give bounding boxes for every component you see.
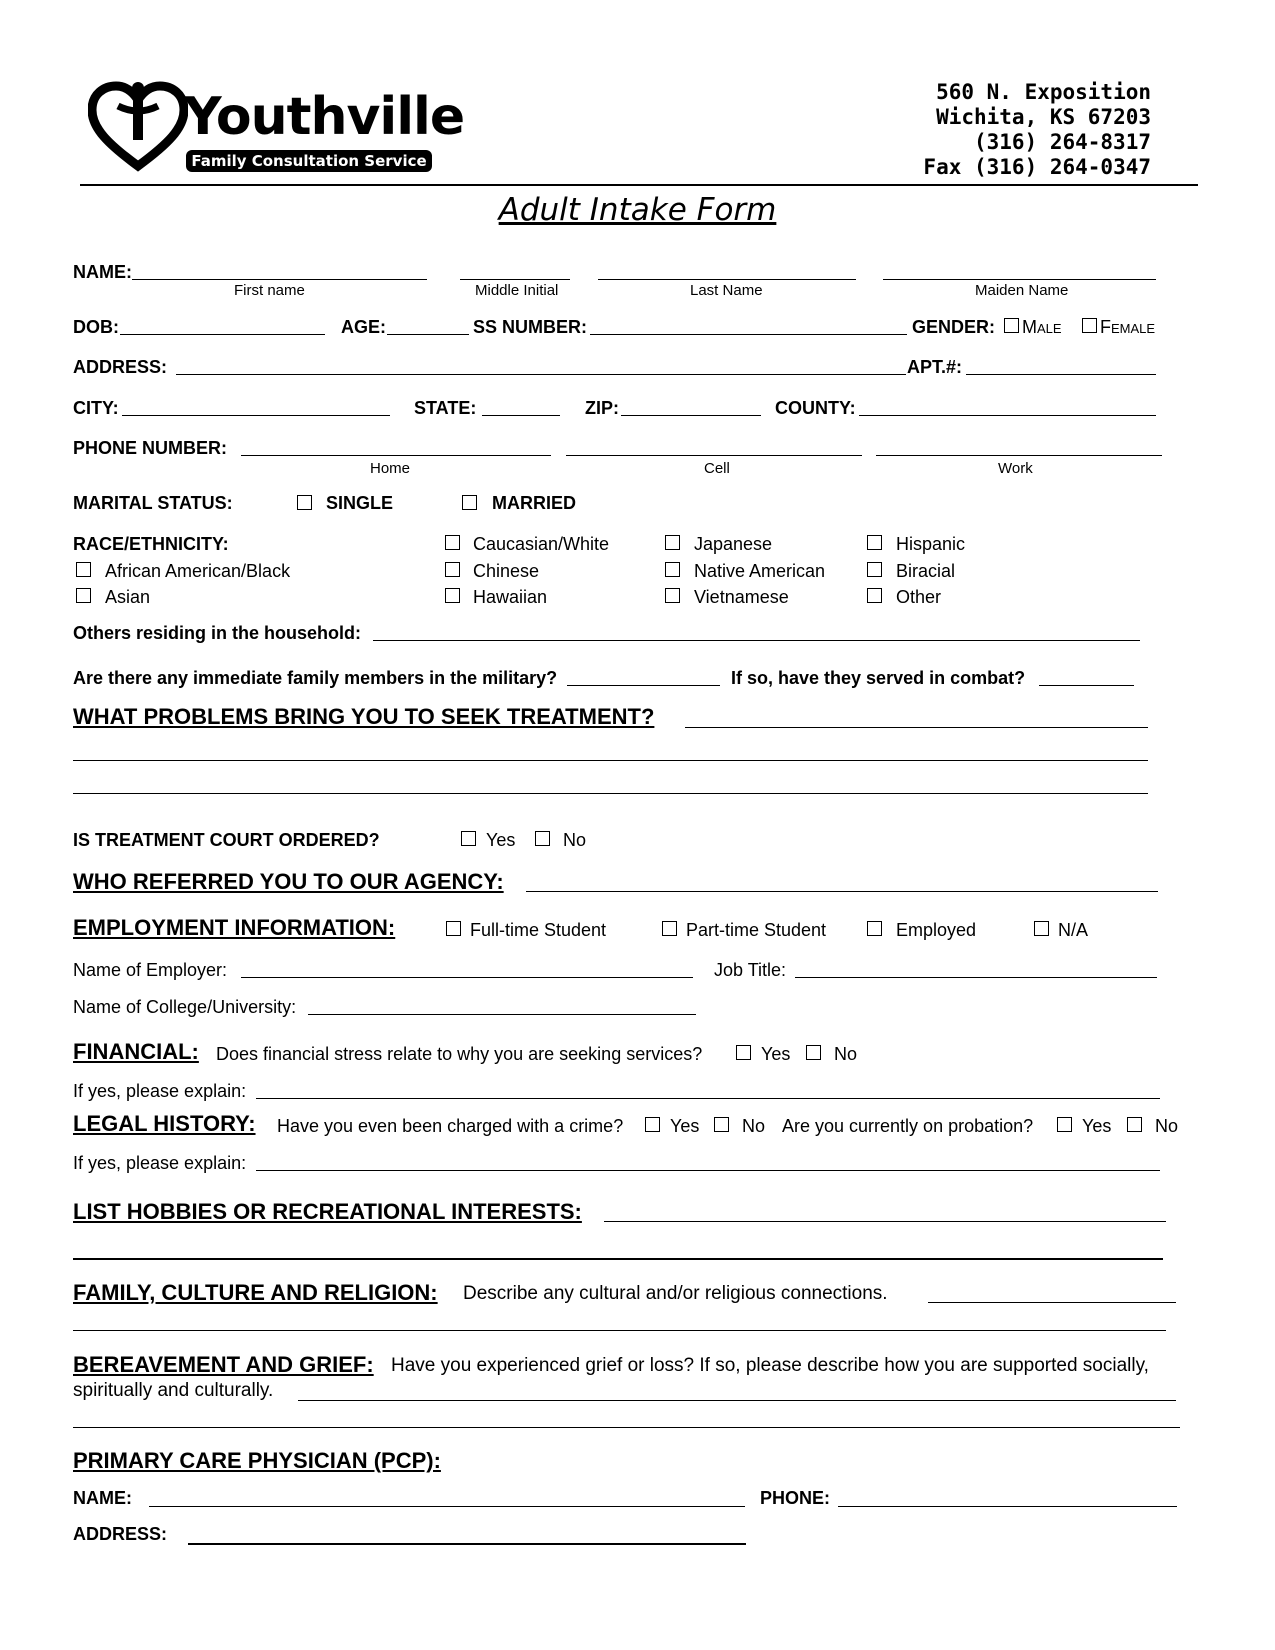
employment-heading: EMPLOYMENT INFORMATION: <box>73 915 396 940</box>
zip-field[interactable] <box>621 415 761 416</box>
legal-yes-checkbox[interactable] <box>645 1117 660 1132</box>
problems-field-line1[interactable] <box>685 727 1148 728</box>
problems-heading: WHAT PROBLEMS BRING YOU TO SEEK TREATMENT? <box>73 704 655 729</box>
court-no-checkbox[interactable] <box>535 831 550 846</box>
financial-question: Does financial stress relate to why you are seeking services? <box>216 1044 703 1064</box>
zip-label: ZIP: <box>585 398 619 418</box>
native-american-checkbox[interactable] <box>665 562 680 577</box>
work-phone-field[interactable] <box>876 455 1162 456</box>
home-phone-caption: Home <box>370 460 411 477</box>
financial-yes-checkbox[interactable] <box>736 1045 751 1060</box>
parttime-student-checkbox[interactable] <box>662 921 677 936</box>
court-yes-label: Yes <box>486 830 516 850</box>
grief-heading: BEREAVEMENT AND GRIEF: <box>73 1352 374 1377</box>
african-american-checkbox[interactable] <box>76 562 91 577</box>
grief-question: Have you experienced grief or loss? If so, please describe how you are supported socially, <box>391 1355 1149 1376</box>
problems-field-line3[interactable] <box>73 793 1148 794</box>
other-race-label: Other <box>896 587 942 607</box>
single-checkbox[interactable] <box>297 495 312 510</box>
japanese-checkbox[interactable] <box>665 535 680 550</box>
asian-checkbox[interactable] <box>76 588 91 603</box>
apt-field[interactable] <box>966 374 1156 375</box>
work-phone-caption: Work <box>998 460 1033 477</box>
financial-explain-label: If yes, please explain: <box>73 1081 247 1101</box>
fulltime-student-label: Full-time Student <box>470 920 607 940</box>
county-field[interactable] <box>859 415 1156 416</box>
court-ordered-label: IS TREATMENT COURT ORDERED? <box>73 830 380 850</box>
military-field[interactable] <box>567 685 720 686</box>
agency-address <box>923 80 1151 180</box>
financial-heading: FINANCIAL: <box>73 1039 199 1064</box>
home-phone-field[interactable] <box>241 455 551 456</box>
financial-no-label: No <box>834 1044 858 1064</box>
college-label: Name of College/University: <box>73 997 297 1017</box>
court-no-label: No <box>563 830 587 850</box>
african-american-label: African American/Black <box>105 561 291 581</box>
family-heading: FAMILY, CULTURE AND RELIGION: <box>73 1280 438 1305</box>
pcp-phone-label: PHONE: <box>760 1488 831 1508</box>
probation-no-label: No <box>1155 1116 1179 1136</box>
legal-no-label: No <box>742 1116 766 1136</box>
fulltime-student-checkbox[interactable] <box>446 921 461 936</box>
address-field[interactable] <box>176 374 906 375</box>
maiden-name-field[interactable] <box>883 279 1156 280</box>
apt-label: APT.#: <box>907 357 963 377</box>
header-divider <box>80 184 1198 186</box>
logo <box>88 80 465 175</box>
married-label: MARRIED <box>492 493 576 513</box>
heart-logo-icon <box>88 80 188 172</box>
probation-yes-label: Yes <box>1082 1116 1112 1136</box>
native-american-label: Native American <box>694 561 826 581</box>
gender-female-checkbox[interactable] <box>1082 318 1097 333</box>
hispanic-label: Hispanic <box>896 534 966 554</box>
first-name-field[interactable] <box>132 279 427 280</box>
hawaiian-checkbox[interactable] <box>445 588 460 603</box>
first-name-caption: First name <box>234 282 305 299</box>
japanese-label: Japanese <box>694 534 773 554</box>
job-title-label: Job Title: <box>714 960 787 980</box>
hobbies-heading: LIST HOBBIES OR RECREATIONAL INTERESTS: <box>73 1199 582 1224</box>
form-title: Adult Intake Form <box>498 192 777 228</box>
cell-phone-caption: Cell <box>704 460 730 477</box>
caucasian-checkbox[interactable] <box>445 535 460 550</box>
court-yes-checkbox[interactable] <box>461 831 476 846</box>
legal-explain-field[interactable] <box>256 1170 1160 1171</box>
dob-field[interactable] <box>120 334 325 335</box>
gender-female-label: Female <box>1100 317 1156 337</box>
pcp-phone-field[interactable] <box>838 1506 1177 1507</box>
name-label: NAME: <box>73 262 132 282</box>
hobbies-field-line1[interactable] <box>604 1221 1166 1222</box>
logo-name: Youthville <box>184 87 465 147</box>
single-label: SINGLE <box>326 493 394 513</box>
city-label: CITY: <box>73 398 119 418</box>
ss-label: SS NUMBER: <box>473 317 588 337</box>
referred-heading: WHO REFERRED YOU TO OUR AGENCY: <box>73 869 504 894</box>
biracial-checkbox[interactable] <box>867 562 882 577</box>
grief-question-cont: spiritually and culturally. <box>73 1380 274 1401</box>
gender-male-label: Male <box>1022 317 1062 337</box>
chinese-label: Chinese <box>473 561 540 581</box>
probation-question: Are you currently on probation? <box>782 1116 1034 1136</box>
financial-yes-label: Yes <box>761 1044 791 1064</box>
grief-field-line1[interactable] <box>298 1400 1176 1401</box>
agency-phone: (316) 264-8317 <box>973 130 1151 154</box>
hobbies-field-line2[interactable] <box>73 1258 1163 1260</box>
family-field-line1[interactable] <box>928 1302 1176 1303</box>
employer-field[interactable] <box>241 977 693 978</box>
household-label: Others residing in the household: <box>73 623 362 643</box>
pcp-heading: PRIMARY CARE PHYSICIAN (PCP): <box>73 1448 441 1473</box>
family-field-line2[interactable] <box>73 1330 1166 1331</box>
address-label: ADDRESS: <box>73 357 168 377</box>
na-label: N/A <box>1058 920 1089 940</box>
last-name-caption: Last Name <box>690 282 763 299</box>
maiden-name-caption: Maiden Name <box>975 282 1069 299</box>
dob-label: DOB: <box>73 317 119 337</box>
ss-field[interactable] <box>590 334 907 335</box>
address-line2: Wichita, KS 67203 <box>936 105 1151 129</box>
state-field[interactable] <box>482 415 560 416</box>
combat-question: If so, have they served in combat? <box>731 668 1026 688</box>
legal-heading: LEGAL HISTORY: <box>73 1111 256 1136</box>
legal-question: Have you even been charged with a crime? <box>277 1116 624 1136</box>
job-title-field[interactable] <box>795 977 1157 978</box>
hispanic-checkbox[interactable] <box>867 535 882 550</box>
problems-field-line2[interactable] <box>73 760 1148 761</box>
financial-no-checkbox[interactable] <box>806 1045 821 1060</box>
employed-label: Employed <box>896 920 977 940</box>
grief-field-line2[interactable] <box>73 1427 1180 1428</box>
logo-tagline: Family Consultation Service <box>186 150 432 172</box>
state-label: STATE: <box>414 398 477 418</box>
phone-label: PHONE NUMBER: <box>73 438 228 458</box>
legal-explain-label: If yes, please explain: <box>73 1153 247 1173</box>
last-name-field[interactable] <box>598 279 856 280</box>
middle-initial-caption: Middle Initial <box>475 282 559 299</box>
probation-yes-checkbox[interactable] <box>1057 1117 1072 1132</box>
hawaiian-label: Hawaiian <box>473 587 548 607</box>
vietnamese-label: Vietnamese <box>694 587 789 607</box>
chinese-checkbox[interactable] <box>445 562 460 577</box>
pcp-name-field[interactable] <box>149 1506 745 1507</box>
legal-no-checkbox[interactable] <box>714 1117 729 1132</box>
age-field[interactable] <box>387 334 469 335</box>
gender-male-checkbox[interactable] <box>1004 318 1019 333</box>
city-field[interactable] <box>122 415 390 416</box>
referred-field[interactable] <box>526 891 1158 892</box>
address-line1: 560 N. Exposition <box>936 80 1151 104</box>
combat-field[interactable] <box>1039 685 1134 686</box>
gender-label: GENDER: <box>912 317 996 337</box>
race-label: RACE/ETHNICITY: <box>73 534 229 554</box>
middle-initial-field[interactable] <box>460 279 570 280</box>
parttime-student-label: Part-time Student <box>686 920 827 940</box>
marital-label: MARITAL STATUS: <box>73 493 233 513</box>
household-field[interactable] <box>373 640 1140 641</box>
biracial-label: Biracial <box>896 561 956 581</box>
pcp-address-label: ADDRESS: <box>73 1524 168 1544</box>
pcp-name-label: NAME: <box>73 1488 132 1508</box>
asian-label: Asian <box>105 587 151 607</box>
vietnamese-checkbox[interactable] <box>665 588 680 603</box>
caucasian-label: Caucasian/White <box>473 534 610 554</box>
employed-checkbox[interactable] <box>867 921 882 936</box>
probation-no-checkbox[interactable] <box>1127 1117 1142 1132</box>
college-field[interactable] <box>308 1014 696 1015</box>
cell-phone-field[interactable] <box>566 455 862 456</box>
other-race-checkbox[interactable] <box>867 588 882 603</box>
legal-yes-label: Yes <box>670 1116 700 1136</box>
married-checkbox[interactable] <box>462 495 477 510</box>
financial-explain-field[interactable] <box>256 1098 1160 1099</box>
age-label: AGE: <box>341 317 386 337</box>
pcp-address-field[interactable] <box>188 1543 746 1545</box>
agency-fax: Fax (316) 264-0347 <box>923 155 1151 179</box>
military-question: Are there any immediate family members in the military? <box>73 668 558 688</box>
form-title-wrap <box>0 192 1275 228</box>
employer-label: Name of Employer: <box>73 960 228 980</box>
family-question: Describe any cultural and/or religious connections. <box>463 1283 888 1304</box>
na-checkbox[interactable] <box>1034 921 1049 936</box>
county-label: COUNTY: <box>775 398 856 418</box>
